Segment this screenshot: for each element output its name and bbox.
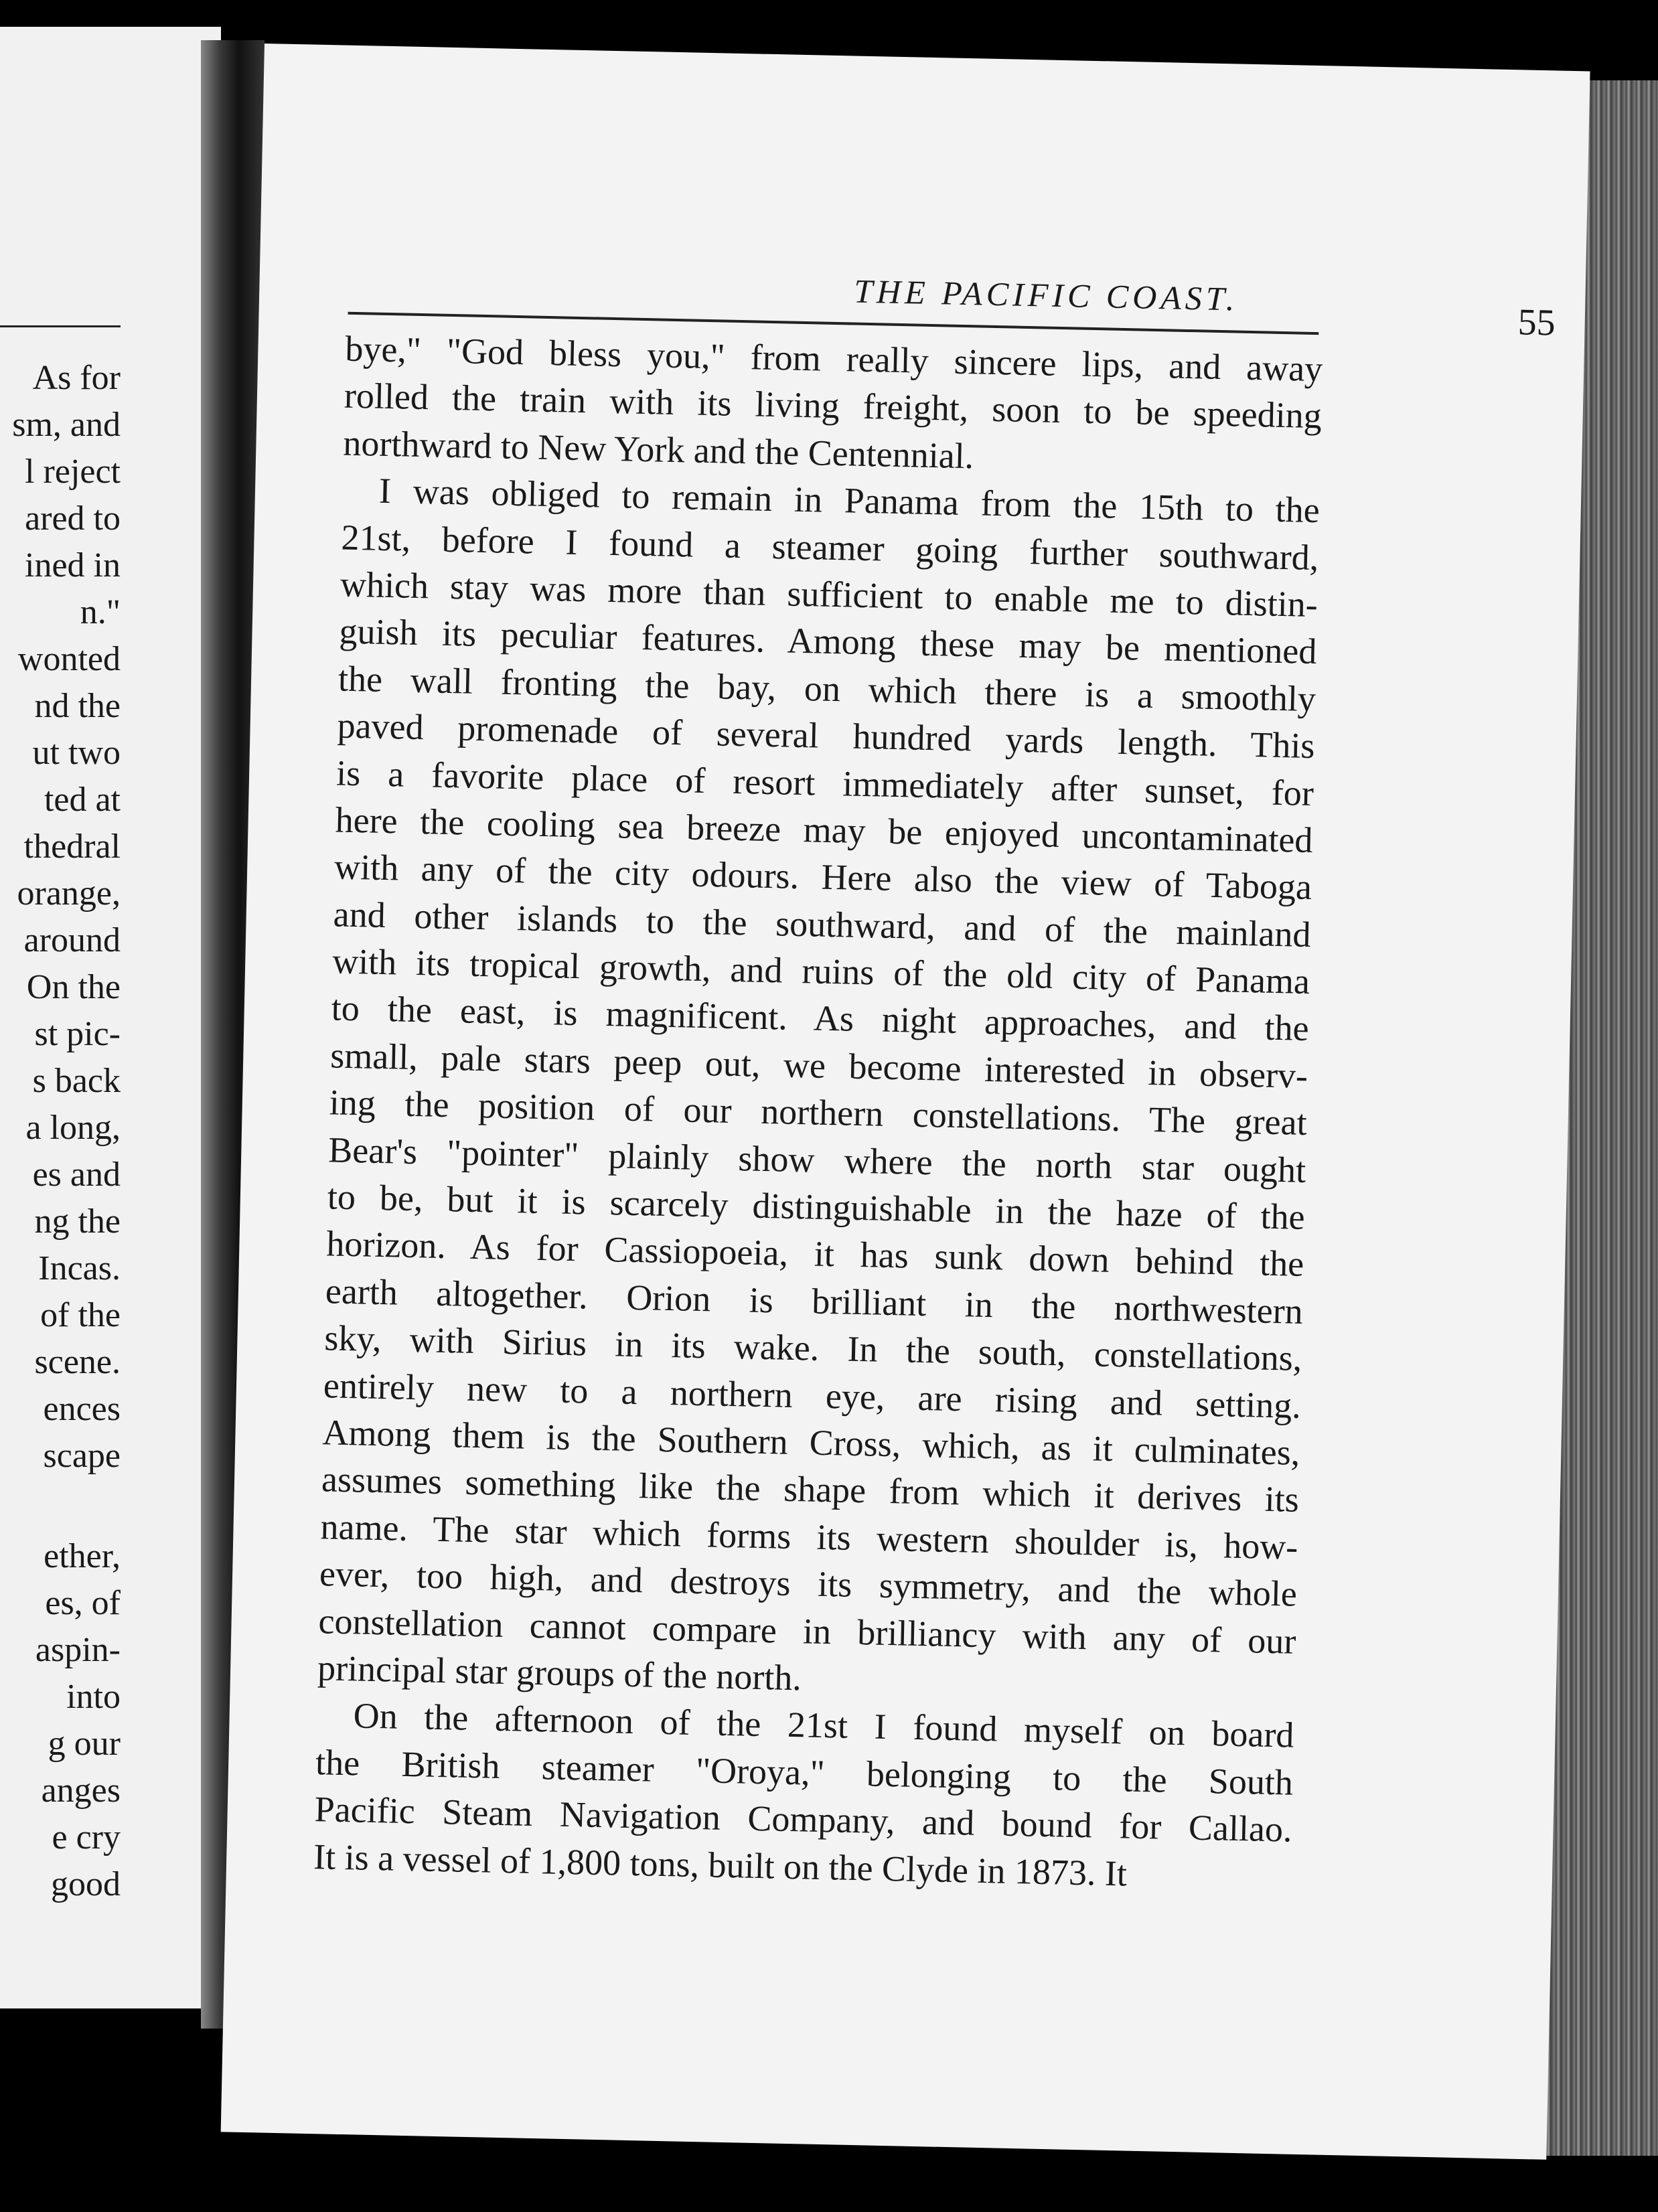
left-page-line: aspin- [35,1631,121,1669]
text-line: small, pale stars peep out, we become interested in observ- [329,1035,1308,1096]
text-line: ever, too high, and destroys its symmetry, and the whole [319,1553,1298,1614]
text-line: It is a vessel of 1,800 tons, built on the Clyde in 1873. It [313,1836,1128,1894]
text-line: with its tropical growth, and ruins of the old city of Panama [331,941,1310,1002]
book-page [221,44,1590,2160]
body-text [313,325,1323,1901]
left-page-line: es, of [45,1584,121,1622]
left-page-line: orange, [17,874,121,913]
left-page-line: Incas. [38,1249,121,1287]
left-page-line: st pic- [34,1015,121,1053]
running-head: THE PACIFIC COAST. [853,272,1239,318]
page-number: 55 [1517,301,1556,344]
text-line: the British steamer "Oroya," belonging to the South [315,1741,1294,1803]
text-line: here the cooling sea breeze may be enjoyed uncontaminated [335,799,1314,860]
text-line: with any of the city odours. Here also the view of Taboga [333,846,1312,908]
text-line: guish its peculiar features. Among these may be mentioned [339,611,1317,672]
text-line: 21st, before I found a steamer going further southward, [340,517,1319,578]
text-line: ing the position of our northern constellations. The great [329,1082,1308,1143]
left-page-line: wonted [17,640,121,678]
left-page-line: ared to [25,499,121,538]
text-line: I was obliged to remain in Panama from the 15th to the [378,470,1321,531]
text-line: northward to New York and the Centennial. [342,422,974,477]
text-line: paved promenade of several hundred yards length. This [337,705,1315,767]
left-page-line: On the [26,968,121,1006]
left-page-line: e cry [52,1818,121,1856]
left-page-line: ut two [32,734,121,772]
text-line: constellation cannot compare in brilliancy with any of our [318,1600,1296,1662]
text-line: On the afternoon of the 21st I found myself on board [353,1695,1295,1756]
text-line: principal star groups of the north. [317,1648,802,1698]
text-line: horizon. As for Cassiopoeia, it has sunk down behind the [325,1223,1304,1285]
left-page-line: es and [32,1156,121,1194]
text-line: to the east, is magnificent. As night approaches, and the [331,988,1310,1049]
left-page-line: sm, and [12,406,121,444]
left-page-line: thedral [23,827,121,866]
left-page-line: of the [40,1296,121,1334]
text-line: rolled the train with its living freight, soon to be speeding [344,376,1323,437]
left-page-line: l reject [25,453,121,491]
left-page-line: ences [43,1390,121,1428]
left-page-line: scene. [34,1343,121,1381]
left-page-line: ng the [34,1202,121,1241]
text-line: entirely new to a northern eye, are rising and setting. [323,1364,1302,1426]
left-page-line: s back [32,1062,121,1100]
left-page-line: As for [32,359,121,397]
left-page-line [0,1480,121,1533]
text-line: earth altogether. Orion is brilliant in the northwestern [325,1271,1304,1332]
text-line: bye," "God bless you," from really sincere lips, and away [344,328,1323,390]
left-page-line: good [51,1865,121,1903]
left-page-text [0,355,121,1908]
text-line: Bear's "pointer" plainly show where the north star ought [327,1129,1306,1190]
text-line: assumes something like the shape from which it derives its [321,1459,1300,1520]
left-page-rule [0,325,121,327]
left-page-line: g our [48,1725,121,1763]
left-page-line: into [66,1678,121,1716]
left-page-line: ted at [44,781,121,819]
text-line: is a favorite place of resort immediately after sunset, for [335,753,1314,813]
left-page-line: around [23,921,121,959]
text-line: which stay was more than sufficient to enable me to distin- [340,564,1318,625]
left-page-line: ined in [25,546,121,584]
text-line: and other islands to the southward, and of the mainland [333,894,1312,955]
left-page-line: n." [80,593,121,631]
text-line: sky, with Sirius in its wake. In the south, constellations, [323,1318,1302,1379]
left-page-line: anges [41,1771,121,1810]
text-line: name. The star which forms its western shoulder is, how- [320,1506,1298,1567]
text-line: Pacific Steam Navigation Company, and bound for Callao. [314,1789,1293,1850]
left-page-line: ether, [44,1537,121,1575]
left-page-line: scape [43,1437,121,1475]
left-page-line: a long, [25,1109,121,1147]
text-line: the wall fronting the bay, on which there is a smoothly [337,658,1316,719]
text-line: Among them is the Southern Cross, which, as it culminates, [321,1412,1300,1473]
left-page-line: nd the [34,687,121,725]
text-line: to be, but it is scarcely distinguishable in the haze of the [327,1176,1306,1237]
left-page [0,27,221,2008]
